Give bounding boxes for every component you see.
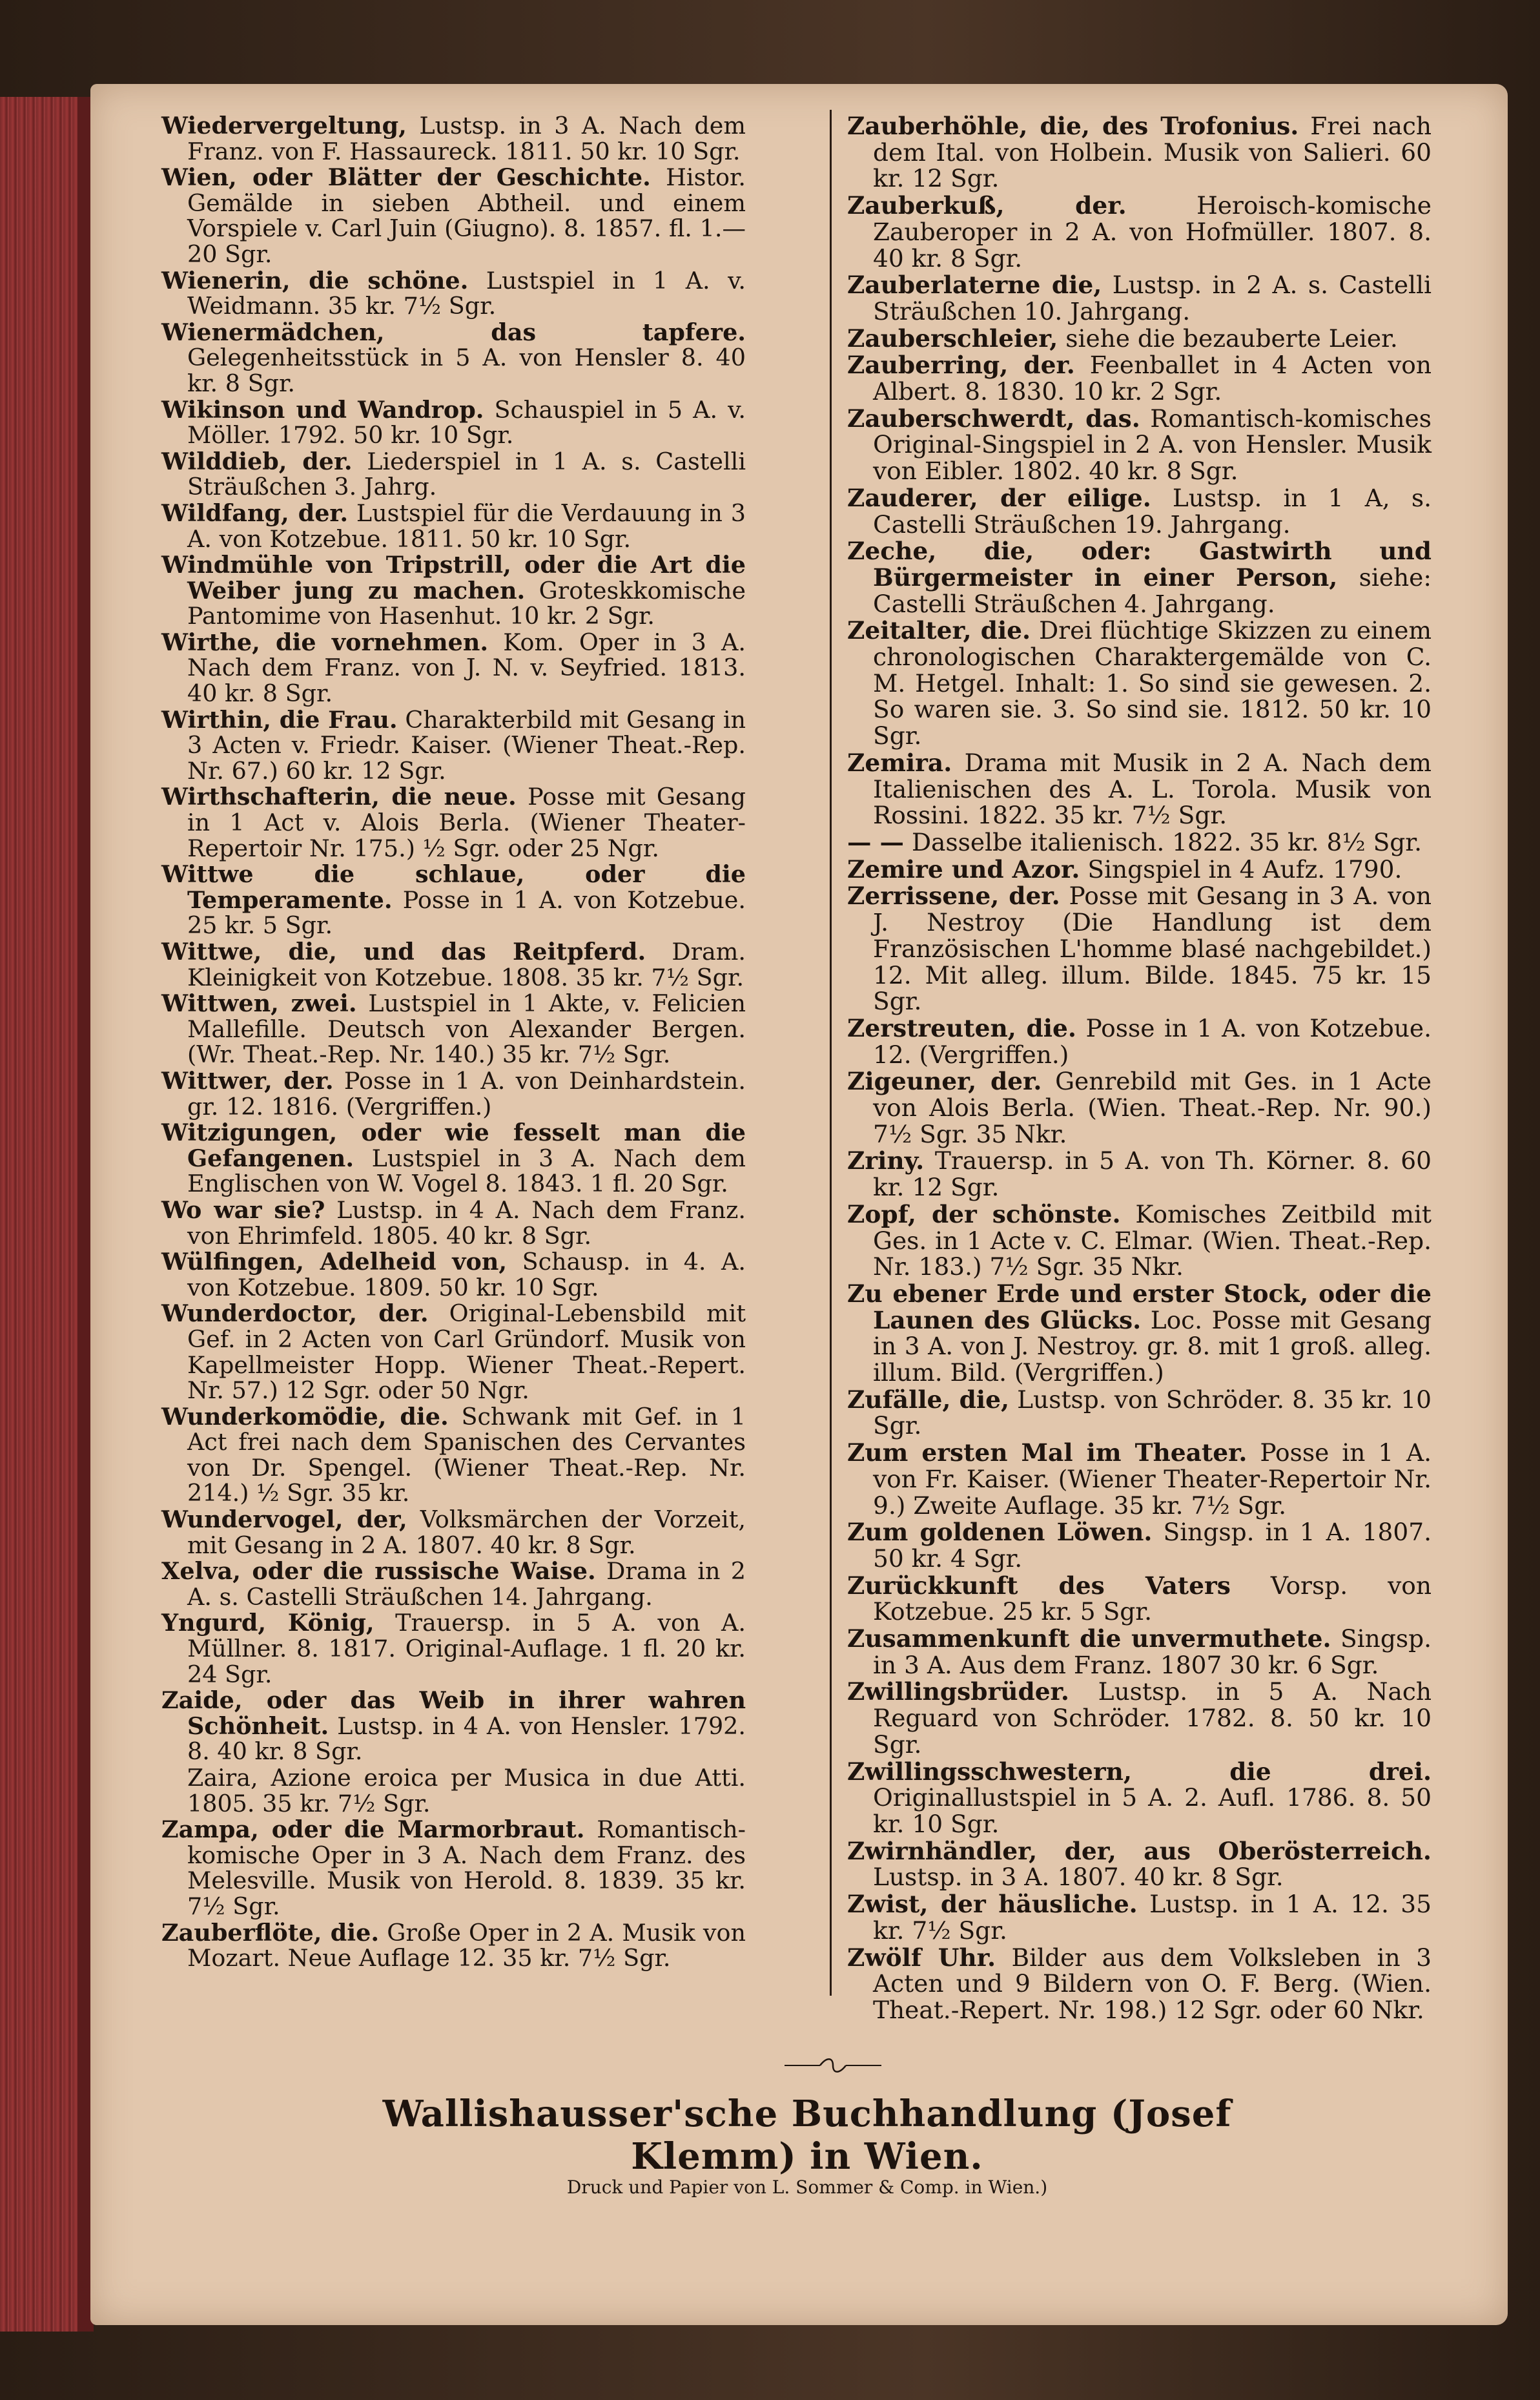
entry-title: Zauberflöte, die. [161, 1918, 380, 1947]
entry-description: Posse mit Gesang in 3 A. von J. Nestroy (Die Handlung ist dem Französischen L'homme blasé nachgebildet.) 12. Mit alleg. illum. Bilde. 1845. 75 kr. 15 Sgr. [873, 882, 1432, 1016]
catalog-entry [161, 165, 746, 267]
entry-title: Zum ersten Mal im Theater. [847, 1438, 1247, 1467]
entry-title: Wirthin, die Frau. [161, 705, 398, 734]
catalog-entry [847, 192, 1432, 271]
entry-description: Posse in 1 A. von Kotzebue. 25 kr. 5 Sgr. [187, 885, 746, 940]
catalog-entry [847, 406, 1432, 484]
entry-description: Dram. Kleinigkeit von Kotzebue. 1808. 35 kr. 7½ Sgr. [187, 938, 746, 991]
entry-title: Witzigungen, oder wie fesselt man die Gefangenen. [161, 1119, 746, 1172]
entry-description: Feenballet in 4 Acten von Albert. 8. 1830. 10 kr. 2 Sgr. [873, 351, 1432, 406]
catalog-entry [161, 1558, 746, 1609]
catalog-entry [847, 856, 1432, 883]
entry-description: Schausp. in 4. A. von Kotzebue. 1809. 50 kr. 10 Sgr. [187, 1248, 746, 1301]
entry-title: Zauberlaterne die, [847, 271, 1102, 300]
catalog-entry [847, 1068, 1432, 1147]
catalog-entry [847, 326, 1432, 352]
entry-description: Bilder aus dem Volksleben in 3 Acten und 9 Bildern von O. F. Berg. (Wien. Theat.-Repert. Nr. 198.) 12 Sgr. oder 60 Nkr. [873, 1943, 1432, 2024]
entry-description: Schauspiel in 5 A. v. Möller. 1792. 50 kr. 10 Sgr. [187, 395, 746, 450]
entry-description: Lustsp. in 3 A. 1807. 40 kr. 8 Sgr. [873, 1863, 1284, 1892]
entry-title: Wo war sie? [161, 1195, 325, 1224]
catalog-entry [161, 1404, 746, 1506]
catalog-entry [847, 750, 1432, 829]
catalog-entry [847, 1201, 1432, 1280]
entry-title: Zufälle, die, [847, 1385, 1010, 1414]
entry-title: Zurückkunft des Vaters [847, 1571, 1231, 1600]
entry-title: Wunderkomödie, die. [161, 1402, 449, 1431]
catalog-entry [161, 1120, 746, 1197]
entry-description: Lustsp. in 5 A. Nach Reguard von Schröder. 1782. 8. 50 kr. 10 Sgr. [873, 1677, 1432, 1759]
entry-title: Zemire und Azor. [847, 854, 1080, 884]
entry-description: Volksmärchen der Vorzeit, mit Gesang in 2 A. 1807. 40 kr. 8 Sgr. [187, 1505, 746, 1559]
entry-description: Drei flüchtige Skizzen zu einem chronologischen Charaktergemälde von C. M. Hetgel. Inhalt: 1. So sind sie gewesen. 2. So waren sie. 3. So sind sie. 1812. 50 kr. 10 Sgr. [873, 616, 1432, 750]
entry-description: Loc. Posse mit Gesang in 3 A. von J. Nestroy. gr. 8. mit 1 groß. alleg. illum. Bild. (Vergriffen.) [873, 1305, 1432, 1387]
entry-description: Romantisch-komische Oper in 3 A. Nach dem Franz. des Melesville. Musik von Herold. 8. 1839. 35 kr. 7½ Sgr. [187, 1816, 746, 1920]
entry-title: Zwillingsbrüder. [847, 1677, 1069, 1706]
entry-description: Lustsp. in 4 A. Nach dem Franz. von Ehrimfeld. 1805. 40 kr. 8 Sgr. [187, 1195, 746, 1250]
entry-description: Genrebild mit Ges. in 1 Acte von Alois Berla. (Wien. Theat.-Rep. Nr. 90.) 7½ Sgr. 35 Nkr. [873, 1067, 1432, 1148]
catalog-entry [847, 883, 1432, 1015]
catalog-entry [161, 1610, 746, 1687]
entry-title: Wunderdoctor, der. [161, 1299, 429, 1328]
entry-description: Posse in 1 A. von Fr. Kaiser. (Wiener Theater-Repertoir Nr. 9.) Zweite Auflage. 35 kr. 7½ Sgr. [873, 1438, 1432, 1520]
entry-description: Komisches Zeitbild mit Ges. in 1 Acte v. C. Elmar. (Wien. Theat.-Rep. Nr. 183.) 7½ Sgr. 35 Nkr. [873, 1199, 1432, 1281]
catalog-entry [161, 939, 746, 990]
entry-title: Zampa, oder die Marmorbraut. [161, 1816, 585, 1844]
catalog-entry [847, 1440, 1432, 1518]
catalog-entry [161, 1920, 746, 1971]
catalog-entry [847, 1519, 1432, 1571]
entry-title: Zauberschleier, [847, 324, 1058, 353]
entry-description: Singsp. in 3 A. Aus dem Franz. 1807 30 kr. 6 Sgr. [873, 1624, 1432, 1679]
entry-description: Histor. Gemälde in sieben Abtheil. und einem Vorspiele v. Carl Juin (Giugno). 8. 1857. fl. 1.— 20 Sgr. [187, 163, 746, 268]
catalog-entry [847, 272, 1432, 324]
entry-description: Drama in 2 A. s. Castelli Sträußchen 14. Jahrgang. [187, 1557, 746, 1611]
catalog-entry [847, 829, 1432, 856]
catalog-entry [161, 991, 746, 1068]
catalog-entry [161, 113, 746, 164]
catalog-entry [161, 1817, 746, 1919]
entry-description: Lustspiel in 3 A. Nach dem Englischen von W. Vogel 8. 1843. 1 fl. 20 Sgr. [187, 1144, 746, 1198]
left-column [161, 113, 746, 1972]
catalog-entry [161, 1301, 746, 1403]
catalog-entry [161, 707, 746, 784]
entry-title: Yngurd, König, [161, 1609, 375, 1637]
entry-description: Posse in 1 A. von Kotzebue. 12. (Vergriffen.) [873, 1013, 1432, 1069]
catalog-entry [161, 1507, 746, 1558]
entry-description: Posse mit Gesang in 1 Act v. Alois Berla. (Wiener Theater-Repertoir Nr. 175.) ½ Sgr. oder 25 Ngr. [187, 783, 746, 862]
entry-description: Singspiel in 4 Aufz. 1790. [1087, 854, 1402, 884]
entry-title: Zauberhöhle, die, des Trofonius. [847, 112, 1299, 140]
entry-description: Lustsp. in 3 A. Nach dem Franz. von F. Hassaureck. 1811. 50 kr. 10 Sgr. [187, 112, 746, 165]
entry-description: Trauersp. in 5 A. von A. Müllner. 8. 1817. Original-Auflage. 1 fl. 20 kr. 24 Sgr. [187, 1609, 746, 1688]
catalog-entry [847, 1387, 1432, 1439]
entry-description: Lustspiel in 1 Akte, v. Felicien Mallefille. Deutsch von Alexander Bergen. (Wr. Theat.-Rep. Nr. 140.) 35 kr. 7½ Sgr. [187, 989, 746, 1069]
entry-description: Singsp. in 1 A. 1807. 50 kr. 4 Sgr. [873, 1518, 1432, 1573]
entry-description: Zaira, Azione eroica per Musica in due Atti. 1805. 35 kr. 7½ Sgr. [187, 1764, 746, 1817]
entry-description: Originallustspiel in 5 A. 2. Aufl. 1786. 8. 50 kr. 10 Sgr. [873, 1783, 1432, 1838]
catalog-entry [847, 1891, 1432, 1943]
right-column [847, 113, 1432, 2024]
catalog-entry [847, 485, 1432, 537]
catalog-entry [161, 784, 746, 861]
entry-title: Wilddieb, der. [161, 447, 353, 475]
catalog-entry [847, 538, 1432, 617]
entry-title: Zum goldenen Löwen. [847, 1518, 1153, 1547]
entry-title: Zwölf Uhr. [847, 1943, 996, 1972]
catalog-entry [161, 501, 746, 552]
entry-title: Windmühle von Tripstrill, oder die Art die Weiber jung zu machen. [161, 551, 746, 605]
entry-description: Kom. Oper in 3 A. Nach dem Franz. von J. N. v. Seyfried. 1813. 40 kr. 8 Sgr. [187, 628, 746, 708]
entry-title: Wülfingen, Adelheid von, [161, 1248, 508, 1276]
entry-title: Wirthe, die vornehmen. [161, 628, 489, 656]
entry-title: Zerstreuten, die. [847, 1013, 1076, 1042]
printer-line: Druck und Papier von L. Sommer & Comp. in Wien.) [566, 2177, 1048, 2198]
entry-description: Original-Lebensbild mit Gef. in 2 Acten von Carl Gründorf. Musik von Kapellmeister Hopp. Wiener Theat.-Repert. Nr. 57.) 12 Sgr. oder 50 Ngr. [187, 1299, 746, 1405]
entry-title: Wirthschafterin, die neue. [161, 783, 517, 811]
catalog-entry [847, 617, 1432, 749]
entry-description: Lustspiel in 1 A. v. Weidmann. 35 kr. 7½ Sgr. [187, 266, 746, 320]
catalog-entry [847, 352, 1432, 404]
entry-description: Romantisch-komisches Original-Singspiel in 2 A. von Hensler. Musik von Eibler. 1802. 40 kr. 8 Sgr. [873, 404, 1432, 486]
entry-title: Zopf, der schönste. [847, 1199, 1121, 1228]
entry-description: Dasselbe italienisch. 1822. 35 kr. 8½ Sgr. [911, 827, 1422, 856]
entry-title: Wienerin, die schöne. [161, 266, 469, 295]
catalog-entry [161, 268, 746, 319]
entry-description: siehe: Castelli Sträußchen 4. Jahrgang. [873, 563, 1432, 618]
entry-title: Xelva, oder die russische Waise. [161, 1557, 596, 1586]
entry-title: Zauderer, der eilige. [847, 483, 1151, 512]
catalog-entry [847, 1626, 1432, 1678]
entry-description: Schwank mit Gef. in 1 Act frei nach dem Spanischen des Cervantes von Dr. Spengel. (Wiener Theat.-Rep. Nr. 214.) ½ Sgr. 35 kr. [187, 1402, 746, 1507]
catalog-entry [161, 1765, 746, 1816]
catalog-entry [847, 1573, 1432, 1625]
entry-description: Lustspiel für die Verdauung in 3 A. von Kotzebue. 1811. 50 kr. 10 Sgr. [187, 499, 746, 553]
entry-title: Wildfang, der. [161, 499, 349, 527]
entry-title: Zu ebener Erde und erster Stock, oder die Launen des Glücks. [847, 1279, 1432, 1334]
entry-title: Wittwe die schlaue, oder die Temperamente. [161, 860, 746, 914]
entry-description: Heroisch-komische Zauberoper in 2 A. von Hofmüller. 1807. 8. 40 kr. 8 Sgr. [873, 191, 1432, 273]
entry-description: Trauersp. in 5 A. von Th. Körner. 8. 60 kr. 12 Sgr. [873, 1146, 1432, 1202]
catalog-entry [161, 630, 746, 707]
entry-title: Zeche, die, oder: Gastwirth und Bürgermeister in einer Person, [847, 537, 1432, 592]
catalog-entry [847, 1679, 1432, 1757]
entry-description: Große Oper in 2 A. Musik von Mozart. Neue Auflage 12. 35 kr. 7½ Sgr. [187, 1918, 746, 1972]
entry-title: Wikinson und Wandrop. [161, 395, 484, 424]
catalog-entry [161, 552, 746, 629]
catalog-entry [847, 1281, 1432, 1386]
entry-description: Groteskkomische Pantomime von Hasenhut. 10 kr. 2 Sgr. [187, 576, 746, 630]
catalog-entry [847, 1148, 1432, 1200]
entry-title: Zauberkuß, der. [847, 191, 1127, 220]
entry-description: Gelegenheitsstück in 5 A. von Hensler 8. 40 kr. 8 Sgr. [187, 344, 746, 397]
entry-description: Liederspiel in 1 A. s. Castelli Sträußchen 3. Jahrg. [187, 447, 746, 501]
ornament-divider [781, 2056, 885, 2075]
entry-title: Wittwe, die, und das Reitpferd. [161, 938, 646, 966]
catalog-entry [847, 1945, 1432, 2023]
entry-description: Posse in 1 A. von Deinhardstein. gr. 12. 1816. (Vergriffen.) [187, 1066, 746, 1121]
entry-title: Wien, oder Blätter der Geschichte. [161, 163, 651, 192]
entry-title: Zeitalter, die. [847, 616, 1031, 645]
entry-title: — — [847, 827, 905, 856]
entry-title: Wiedervergeltung, [161, 112, 407, 140]
entry-title: Wittwer, der. [161, 1066, 334, 1095]
entry-description: Charakterbild mit Gesang in 3 Acten v. Friedr. Kaiser. (Wiener Theat.-Rep. Nr. 67.) 60 kr. 12 Sgr. [187, 705, 746, 785]
catalog-entry [847, 1838, 1432, 1890]
entry-description: Lustsp. von Schröder. 8. 35 kr. 10 Sgr. [873, 1385, 1432, 1440]
entry-description: Frei nach dem Ital. von Holbein. Musik von Salieri. 60 kr. 12 Sgr. [873, 112, 1432, 193]
entry-title: Zauberring, der. [847, 351, 1075, 380]
entry-description: Lustsp. in 1 A. 12. 35 kr. 7½ Sgr. [873, 1890, 1432, 1945]
entry-description: siehe die bezauberte Leier. [1065, 324, 1398, 353]
catalog-entry [161, 1068, 746, 1119]
entry-description: Lustsp. in 1 A, s. Castelli Sträußchen 19. Jahrgang. [873, 483, 1432, 539]
catalog-entry [161, 320, 746, 397]
catalog-entry [847, 1759, 1432, 1837]
entry-title: Zigeuner, der. [847, 1067, 1042, 1096]
entry-description: Lustsp. in 2 A. s. Castelli Sträußchen 10. Jahrgang. [873, 271, 1432, 326]
entry-title: Zemira. [847, 748, 952, 777]
entry-description: Drama mit Musik in 2 A. Nach dem Italienischen des A. L. Torola. Musik von Rossini. 1822. 35 kr. 7½ Sgr. [873, 748, 1432, 830]
catalog-entry [161, 1249, 746, 1300]
entry-title: Wienermädchen, das tapfere. [161, 318, 746, 346]
entry-title: Zriny. [847, 1146, 925, 1175]
entry-title: Zusammenkunft die unvermuthete. [847, 1624, 1331, 1653]
catalog-entry [847, 113, 1432, 192]
catalog-entry [847, 1015, 1432, 1068]
entry-description: Vorsp. von Kotzebue. 25 kr. 5 Sgr. [873, 1571, 1432, 1626]
catalog-entry [161, 397, 746, 448]
entry-title: Zauberschwerdt, das. [847, 404, 1140, 433]
entry-title: Zwirnhändler, der, aus Oberösterreich. [847, 1836, 1432, 1865]
entry-title: Zwist, der häusliche. [847, 1890, 1138, 1919]
entry-title: Zaide, oder das Weib in ihrer wahren Schönheit. [161, 1686, 746, 1740]
catalog-entry [161, 862, 746, 938]
catalog-entry [161, 1197, 746, 1248]
entry-title: Wundervogel, der, [161, 1505, 407, 1534]
catalog-entry [161, 1688, 746, 1764]
entry-title: Zerrissene, der. [847, 882, 1060, 911]
entry-description: Lustsp. in 4 A. von Hensler. 1792. 8. 40 kr. 8 Sgr. [187, 1712, 746, 1766]
entry-title: Wittwen, zwei. [161, 989, 357, 1018]
catalog-entry [161, 449, 746, 500]
column-divider [830, 110, 832, 1996]
entry-title: Zwillingsschwestern, die drei. [847, 1757, 1432, 1786]
publisher-line: Wallishausser'sche Buchhandlung (Josef Klemm) in Wien. [382, 2093, 1232, 2178]
